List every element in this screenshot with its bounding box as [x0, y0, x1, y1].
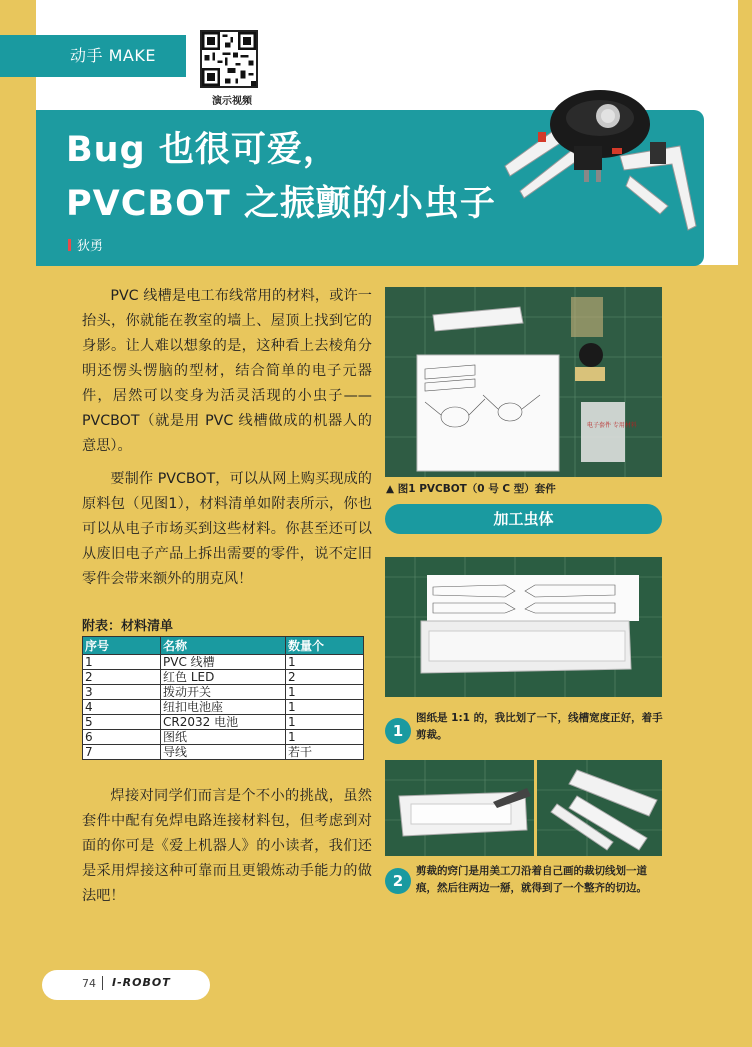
- table-cell: CR2032 电池: [161, 715, 286, 730]
- kit-bag-label: 电子套件 专用材料: [587, 422, 637, 429]
- table-cell: 2: [83, 670, 161, 685]
- table-cell: 若干: [286, 745, 364, 760]
- table-cell: 纽扣电池座: [161, 700, 286, 715]
- table-cell: 4: [83, 700, 161, 715]
- page-number: 74: [82, 977, 96, 990]
- author-byline: [68, 235, 103, 254]
- table-row: [83, 700, 364, 715]
- article-title-line1: Bug 也很可爱，: [66, 130, 339, 170]
- table-cell: PVC 线槽: [161, 655, 286, 670]
- table-row: [83, 670, 364, 685]
- figure-1-kit-photo: [385, 287, 662, 477]
- left-margin-bar: [0, 0, 36, 1047]
- table-cell: 6: [83, 730, 161, 745]
- table-header-cell: 数量个: [286, 637, 364, 655]
- section-tab: 动手 MAKE: [0, 35, 186, 77]
- table-row: [83, 655, 364, 670]
- table-cell: 1: [286, 715, 364, 730]
- table-cell: 3: [83, 685, 161, 700]
- table-row: [83, 685, 364, 700]
- table-cell: 导线: [161, 745, 286, 760]
- step-1-text: 图纸是 1:1 的，我比划了一下，线槽宽度正好，着手剪裁。: [416, 712, 663, 741]
- author-name: 狄勇: [77, 239, 104, 254]
- robot-bug-image: [500, 86, 700, 250]
- body-paragraph-1: PVC 线槽是电工布线常用的材料，或许一抬头，你就能在教室的墙上、屋顶上找到它的身影。让人难以想象的是，这种看上去棱角分明还愣头愣脑的型材，结合简单的电子元器件，居然可以变身为活灵活现的小虫子——PVCBOT（就是用 PVC 线槽做成的机器人的意思）。: [82, 288, 372, 454]
- table-cell: 拨动开关: [161, 685, 286, 700]
- table-cell: 5: [83, 715, 161, 730]
- author-mark-icon: [68, 239, 71, 251]
- section-heading-pill: 加工虫体: [385, 504, 662, 534]
- step-2-photo-right: [537, 760, 662, 856]
- table-cell: 1: [286, 730, 364, 745]
- table-cell: 红色 LED: [161, 670, 286, 685]
- qr-code[interactable]: [200, 30, 258, 88]
- qr-label: 演示视频: [212, 96, 252, 107]
- materials-table: [82, 636, 364, 760]
- step-2-photo-left: [385, 760, 534, 856]
- table-cell: 2: [286, 670, 364, 685]
- body-paragraph-2: 要制作 PVCBOT，可以从网上购买现成的原料包（见图1），材料清单如附表所示，你也可以从电子市场买到这些材料。你甚至还可以从废旧电子产品上拆出需要的零件，说不定旧零件会带来额外的朋克风！: [82, 471, 372, 587]
- body-paragraph-3: 焊接对同学们而言是个不小的挑战，虽然套件中配有免焊电路连接材料包，但考虑到对面的你可是《爱上机器人》的小读者，我们还是采用焊接这种可靠而且更锻炼动手能力的做法吧！: [82, 788, 372, 904]
- table-cell: 图纸: [161, 730, 286, 745]
- table-header-cell: 名称: [161, 637, 286, 655]
- step-2-number: 2: [385, 868, 411, 894]
- step-1-number: 1: [385, 718, 411, 744]
- brand-logo: I-ROBOT: [112, 976, 171, 989]
- table-row: [83, 715, 364, 730]
- table-cell: 1: [286, 685, 364, 700]
- step-1-photo: [385, 557, 662, 697]
- table-header-cell: 序号: [83, 637, 161, 655]
- table-row: [83, 730, 364, 745]
- figure-1-caption: ▲ 图1 PVCBOT（0 号 C 型）套件: [386, 483, 556, 495]
- table-row: [83, 745, 364, 760]
- table-cell: 1: [286, 700, 364, 715]
- footer-separator: [102, 976, 103, 990]
- table-cell: 1: [286, 655, 364, 670]
- materials-table-title: 附表：材料清单: [82, 619, 174, 634]
- materials-table-header-row: [83, 637, 364, 655]
- right-margin-strip: [738, 0, 752, 1047]
- article-title-line2: PVCBOT 之振颤的小虫子: [66, 184, 496, 224]
- table-cell: 7: [83, 745, 161, 760]
- step-2-text: 剪裁的窍门是用美工刀沿着自己画的裁切线划一道痕，然后往两边一掰，就得到了一个整齐的切边。: [416, 865, 647, 894]
- table-cell: 1: [83, 655, 161, 670]
